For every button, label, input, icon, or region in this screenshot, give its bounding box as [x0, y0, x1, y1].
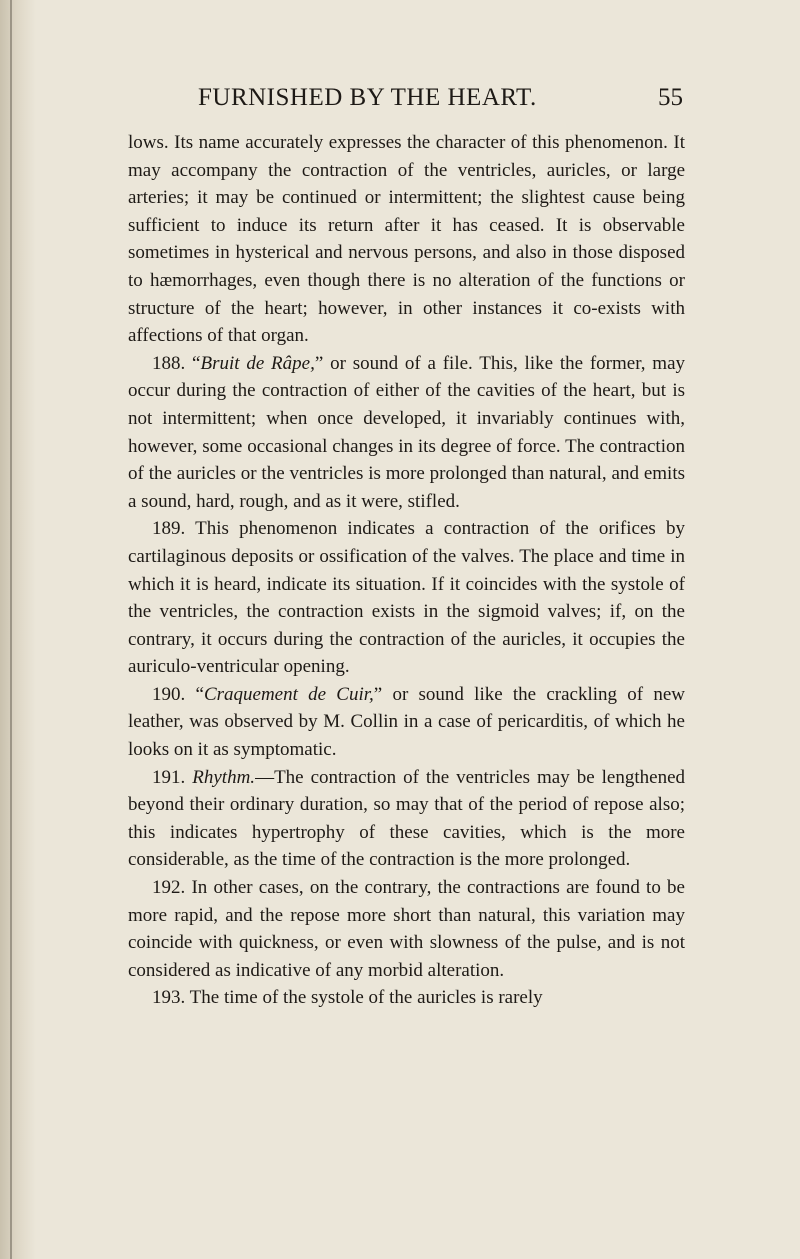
open-quote: “ — [195, 683, 204, 705]
close-quote: ” — [314, 352, 324, 374]
paragraph-text: or sound of a file. This, like the former, may occur during the contraction of either of the cavities of the heart, but is not intermittent; when once developed, it invariably continues with, however, some occasional changes in its degree of force. The contraction of the auricles or the ventricles is more prolonged than natural, and emits a sound, hard, rough, and as it were, stifled. — [128, 352, 686, 512]
paragraph-number: 189. — [152, 518, 186, 540]
running-title: FURNISHED BY THE HEART. — [198, 84, 537, 111]
paragraph-text: In other cases, on the contrary, the contractions are found to be more rapid, and the repose more short than natural, this variation may coincide with quickness, or even with slowness of the pulse, and is not considered as indicative of any morbid alteration. — [128, 877, 685, 981]
paragraph-number: 188. — [152, 352, 186, 374]
open-quote: “ — [192, 352, 201, 374]
paragraph-continued — [128, 129, 685, 350]
paragraph-189 — [128, 515, 685, 681]
paragraph-text: —The contraction of the ventricles may be lengthened beyond their ordinary duration, so may that of the period of repose also; this indicates hypertrophy of these cavities, which is the more considerable, as the time of the contraction is the more prolonged. — [128, 766, 686, 871]
paragraph-190 — [128, 681, 685, 764]
paragraph-number: 191. — [152, 766, 186, 788]
paragraph-term: Bruit de Râpe, — [200, 352, 315, 374]
paragraph-text: This phenomenon indicates a contraction of the orifices by cartilaginous deposits or ossification of the valves. The place and time in which it is heard, indicate its situation. If it coincides with the systole of the ventricles, the contraction exists in the sigmoid valves; if, on the contrary, it occurs during the contraction of the auricles, it occupies the auriculo-ventricular opening. — [128, 518, 685, 678]
paragraph-term: Craquement de Cuir, — [203, 683, 374, 705]
paragraph-192 — [128, 874, 685, 984]
paragraph-number: 190. — [152, 683, 186, 705]
paragraph-number: 192. — [152, 877, 186, 899]
page-number: 55 — [658, 84, 683, 111]
paragraph-text: or sound like the crackling of new leather, was observed by M. Collin in a case of pericarditis, of which he looks on it as symptomatic. — [128, 683, 686, 761]
close-quote: ” — [373, 683, 383, 705]
gutter-edge-line — [10, 0, 12, 1259]
body-text — [128, 129, 685, 1012]
paragraph-193 — [128, 984, 685, 1012]
binding-gutter — [0, 0, 36, 1259]
paragraph-188 — [128, 350, 685, 516]
paragraph-term: Rhythm. — [192, 766, 256, 788]
paragraph-text: lows. Its name accurately expresses the character of this phenomenon. It may accompany the contraction of the ventricles, auricles, or large arteries; it may be continued or intermittent; the slightest cause being sufficient to induce its return after it has ceased. It is observable sometimes in hysterical and nervous persons, and also in those disposed to hæmorrhages, even though there is no alteration of the functions or structure of the heart; however, in other instances it co-exists with affections of that organ. — [128, 132, 685, 347]
paragraph-number: 193. — [152, 987, 186, 1009]
paragraph-text: The time of the systole of the auricles is rarely — [189, 987, 543, 1009]
paragraph-191 — [128, 764, 685, 874]
